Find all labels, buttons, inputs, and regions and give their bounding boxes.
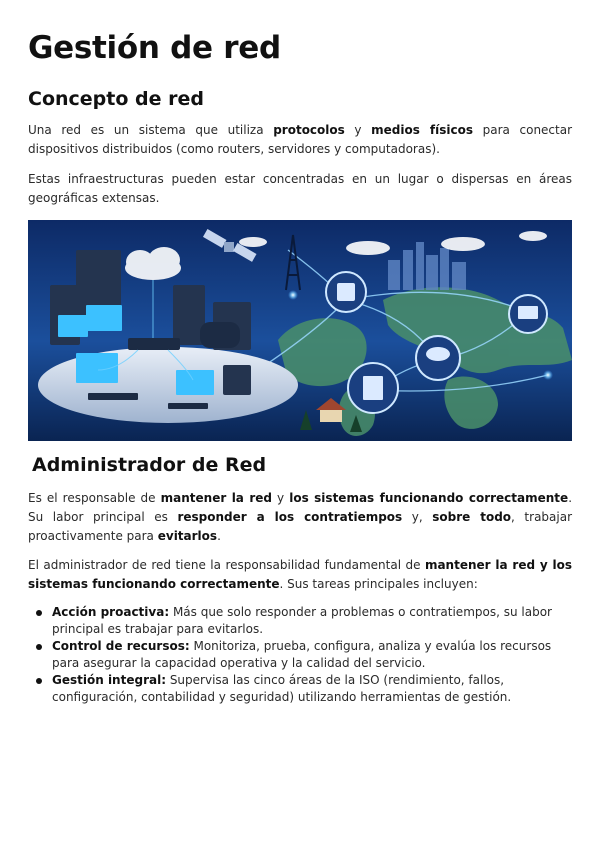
bold-term: mantener la red: [160, 491, 272, 505]
list-item-text: Monitoriza, prueba, configura, analiza y evalúa los recursos para asegurar la capacidad operativa y la calidad del servicio.: [52, 639, 552, 670]
text-span: El administrador de red tiene la responsabilidad fundamental de: [28, 558, 425, 572]
text-span: .: [217, 529, 221, 543]
section-heading-administrador: Administrador de Red: [32, 454, 267, 476]
list-item-gestion-integral: [28, 672, 572, 706]
list-item-text: Supervisa las cinco áreas de la ISO (rendimiento, fallos, configuración, contabilidad y seguridad) utilizando herramientas de gestión.: [52, 673, 512, 704]
bullet-icon: [36, 678, 42, 684]
bold-term: responder a los contratiempos: [177, 510, 403, 524]
bold-term: evitarlos: [157, 529, 218, 543]
text-span: y,: [402, 510, 433, 524]
bold-term-protocolos: protocolos: [273, 123, 345, 137]
list-item-accion-proactiva: [28, 604, 572, 638]
bold-term: sobre todo: [432, 510, 512, 524]
paragraph-administrador-1: [28, 489, 572, 546]
text-span: , trabajar proactivamente para: [28, 510, 573, 543]
text-span: . Su labor principal es: [28, 491, 573, 524]
list-item-label: Gestión integral:: [52, 673, 166, 687]
paragraph-concepto-2: Estas infraestructuras pueden estar concentradas en un lugar o dispersas en áreas geográficas extensas.: [28, 172, 572, 205]
bold-term-medios: medios físicos: [371, 123, 473, 137]
text-span: y: [344, 123, 372, 137]
section-heading-concepto: Concepto de red: [28, 88, 204, 110]
tasks-list: [28, 604, 572, 706]
bold-term: mantener la red y los sistemas funcionando correctamente: [28, 558, 572, 591]
paragraph-concepto-1: [28, 121, 572, 159]
text-span: . Sus tareas principales incluyen:: [279, 577, 478, 591]
text-span: para conectar dispositivos distribuidos (como routers, servidores y computadoras).: [28, 123, 573, 156]
network-illustration: [28, 220, 572, 441]
list-item-label: Acción proactiva:: [52, 605, 170, 619]
text-span: y: [271, 491, 290, 505]
bullet-icon: [36, 610, 42, 616]
list-item-control-recursos: [28, 638, 572, 672]
paragraph-administrador-2: [28, 556, 572, 594]
page-title: Gestión de red: [28, 30, 281, 66]
bold-term: los sistemas funcionando correctamente: [289, 491, 569, 505]
bullet-icon: [36, 644, 42, 650]
text-span: Una red es un sistema que utiliza: [28, 123, 274, 137]
list-item-text: Más que solo responder a problemas o contratiempos, su labor principal es trabajar para evitarlos.: [52, 605, 552, 636]
text-span: Es el responsable de: [28, 491, 161, 505]
list-item-label: Control de recursos:: [52, 639, 190, 653]
